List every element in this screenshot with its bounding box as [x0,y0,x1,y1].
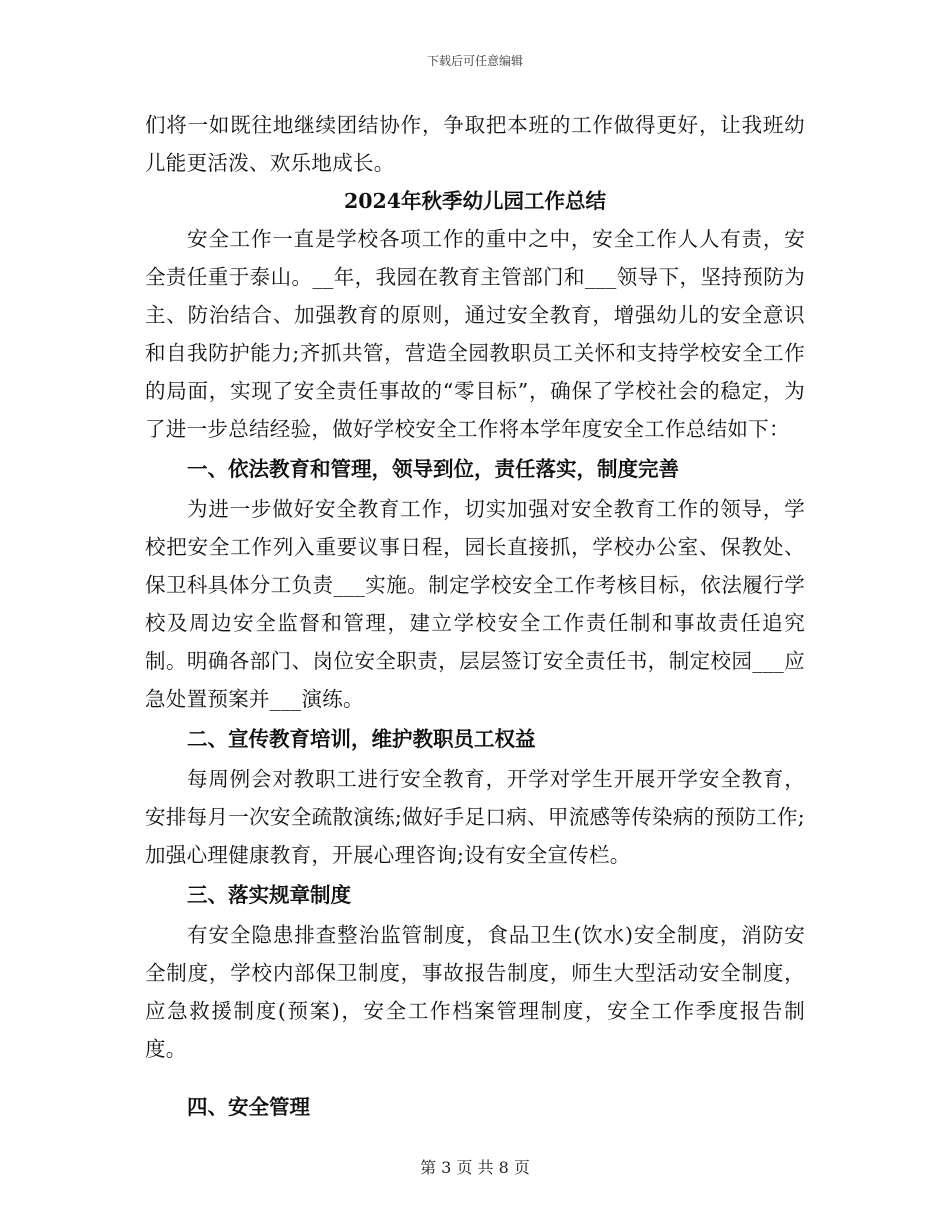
page-footer: 第 3 页 共 8 页 [420,1158,530,1177]
page-header: 下载后可任意编辑 [426,54,523,68]
paragraph-section-3: 有安全隐患排查整治监管制度，食品卫生(饮水)安全制度，消防安全制度，学校内部保卫制度，事故报告制度，师生大型活动安全制度，应急救援制度(预案)，安全工作档案管理制度，安全工作季度报告制度。 [145,923,805,1061]
paragraph-section-2: 每周例会对教职工进行安全教育，开学对学生开展开学安全教育，安排每月一次安全疏散演练;做好手足口病、甲流感等传染病的预防工作;加强心理健康教育，开展心理咨询;设有安全宣传栏。 [145,767,805,867]
paragraph-section-1: 为进一步做好安全教育工作，切实加强对安全教育工作的领导，学校把安全工作列入重要议事日程，园长直接抓，学校办公室、保教处、保卫科具体分工负责___实施。制定学校安全工作考核目标，依法履行学校及周边安全监督和管理，建立学校安全工作责任制和事故责任追究制。明确各部门、岗位安全职责，层层签订安全责任书，制定校园___应急处置预案并___演练。 [145,497,805,711]
section-heading-4: 四、安全管理 [187,1095,310,1119]
section-heading-2: 二、宣传教育培训，维护教职员工权益 [187,727,536,751]
document-title: 2024年秋季幼儿园工作总结 [343,189,607,213]
paragraph-intro: 安全工作一直是学校各项工作的重中之中，安全工作人人有责，安全责任重于泰山。__年，我园在教育主管部门和___领导下，坚持预防为主、防治结合、加强教育的原则，通过安全教育，增强幼儿的安全意识和自我防护能力;齐抓共管，营造全园教职员工关怀和支持学校安全工作的局面，实现了安全责任事故的“零目标”，确保了学校社会的稳定，为了进一步总结经验，做好学校安全工作将本学年度安全工作总结如下： [145,227,805,441]
document-body [145,106,805,1128]
section-heading-3: 三、落实规章制度 [187,883,351,907]
section-heading-1: 一、依法教育和管理，领导到位，责任落实，制度完善 [187,457,679,481]
paragraph-continued: 们将一如既往地继续团结协作，争取把本班的工作做得更好，让我班幼儿能更活泼、欢乐地成长。 [145,113,805,175]
